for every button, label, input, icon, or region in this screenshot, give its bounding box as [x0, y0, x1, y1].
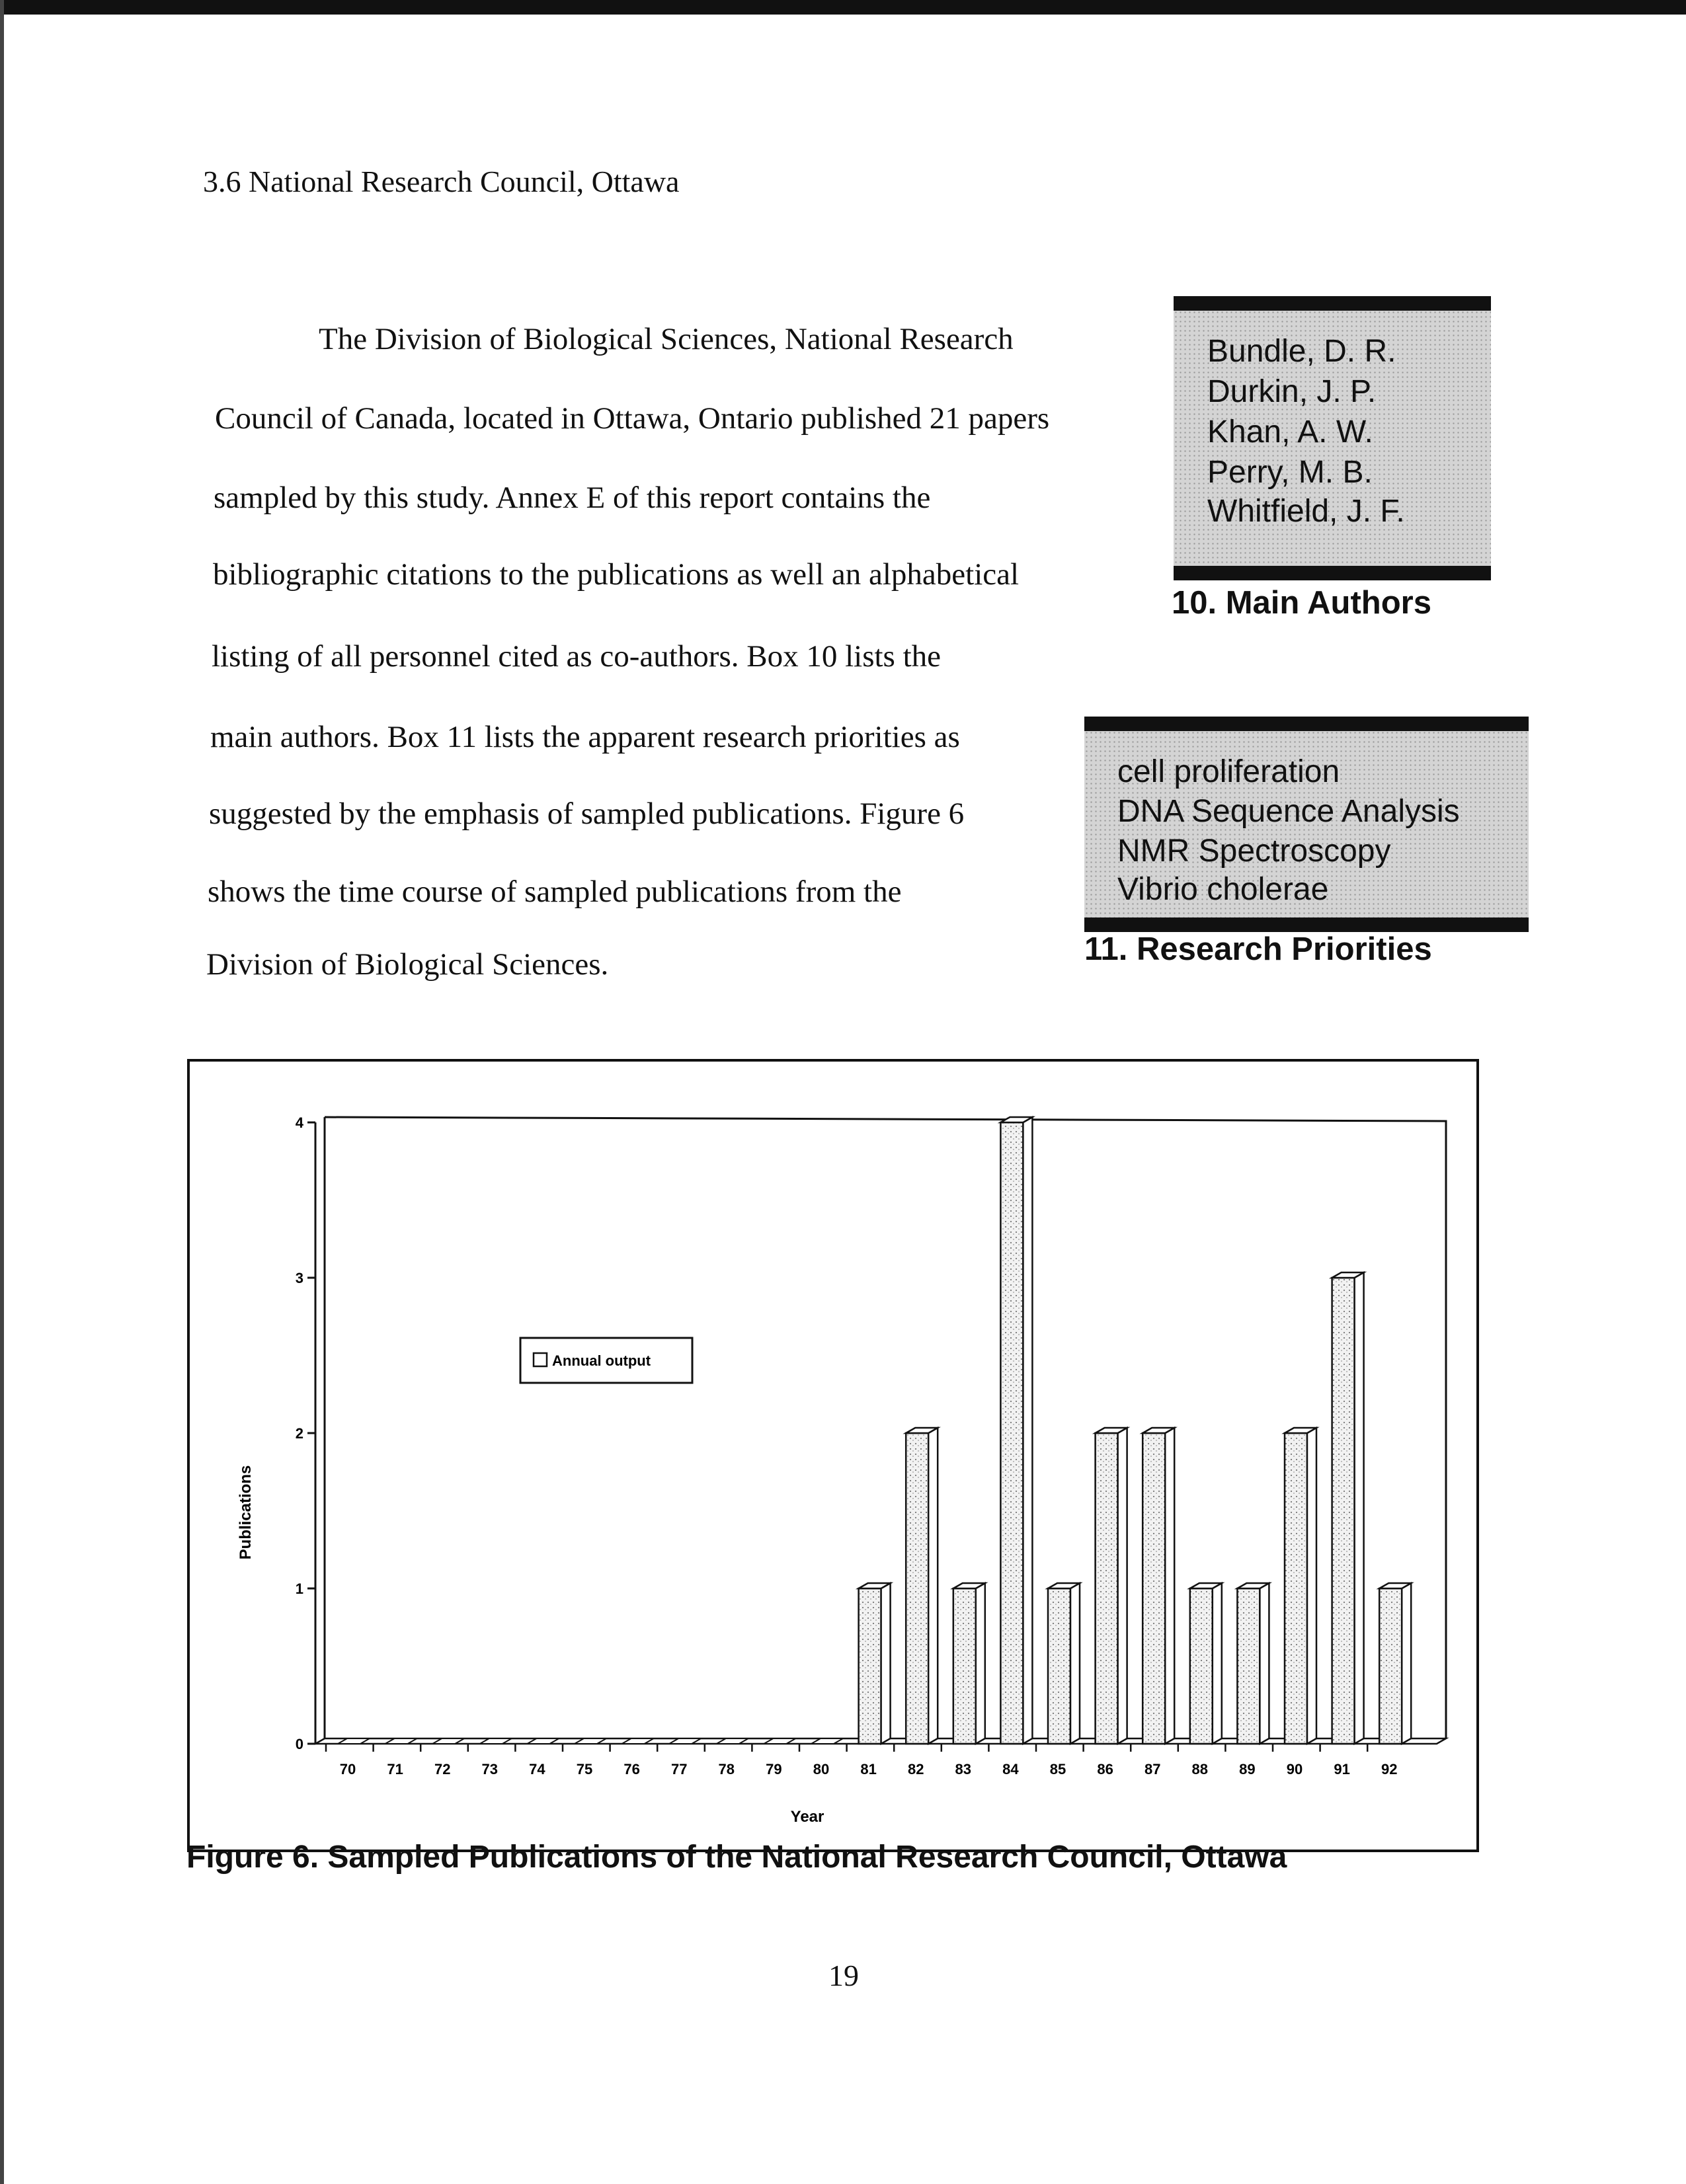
priority-entry: DNA Sequence Analysis: [1117, 794, 1460, 829]
figure-caption: Figure 6. Sampled Publications of the National Research Council, Ottawa: [186, 1840, 1287, 1875]
box10-caption: 10. Main Authors: [1172, 585, 1431, 621]
x-tick-label: 79: [766, 1761, 782, 1777]
x-tick-label: 82: [907, 1761, 924, 1777]
bar: [953, 1588, 976, 1744]
paragraph-line: The Division of Biological Sciences, National Research: [319, 322, 1014, 356]
paragraph-line: Division of Biological Sciences.: [206, 947, 609, 982]
priority-entry: Vibrio cholerae: [1117, 872, 1329, 907]
bar-side: [1307, 1428, 1316, 1744]
x-tick-label: 76: [623, 1761, 640, 1777]
y-axis-label: Publications: [237, 1465, 255, 1560]
box-top-rule: [1084, 717, 1529, 731]
author-entry: Durkin, J. P.: [1207, 374, 1377, 409]
x-tick-label: 74: [529, 1761, 545, 1777]
x-tick-label: 70: [339, 1761, 356, 1777]
priority-entry: cell proliferation: [1117, 754, 1340, 789]
x-tick-label: 78: [718, 1761, 735, 1777]
bar-side: [1070, 1583, 1080, 1744]
bar: [859, 1588, 881, 1744]
scan-left-edge: [0, 0, 4, 2184]
bar: [1000, 1122, 1023, 1744]
bar-side: [881, 1583, 891, 1744]
bar: [906, 1433, 928, 1744]
bar: [1096, 1433, 1118, 1744]
x-tick-label: 90: [1286, 1761, 1303, 1777]
bar-side: [1260, 1583, 1269, 1744]
bar-side: [976, 1583, 985, 1744]
x-tick-label: 75: [576, 1761, 593, 1777]
paragraph-line: suggested by the emphasis of sampled publications. Figure 6: [209, 797, 965, 831]
author-entry: Khan, A. W.: [1207, 414, 1373, 449]
bar: [1237, 1588, 1260, 1744]
bar-side: [928, 1428, 938, 1744]
box-bottom-rule: [1174, 566, 1491, 580]
x-tick-label: 91: [1334, 1761, 1350, 1777]
bar: [1285, 1433, 1307, 1744]
paragraph-line: listing of all personnel cited as co-authors. Box 10 lists the: [212, 639, 942, 674]
y-tick-label: 4: [295, 1114, 303, 1131]
y-tick-label: 0: [295, 1736, 303, 1752]
x-tick-label: 84: [1002, 1761, 1019, 1777]
bar: [1143, 1433, 1165, 1744]
legend: [520, 1338, 692, 1383]
paragraph-line: shows the time course of sampled publications from the: [208, 875, 902, 909]
box-top-rule: [1174, 296, 1491, 311]
x-tick-label: 83: [955, 1761, 972, 1777]
bar: [1379, 1588, 1402, 1744]
x-tick-label: 77: [670, 1761, 688, 1777]
box11-caption: 11. Research Priorities: [1084, 931, 1432, 967]
paragraph-line: bibliographic citations to the publications as well an alphabetical: [213, 557, 1020, 592]
x-tick-label: 85: [1049, 1761, 1066, 1777]
section-title: 3.6 National Research Council, Ottawa: [203, 165, 680, 198]
bar-side: [1213, 1583, 1222, 1744]
author-entry: Whitfield, J. F.: [1207, 494, 1405, 529]
bar: [1332, 1278, 1355, 1744]
x-tick-label: 71: [387, 1761, 403, 1777]
bar-side: [1165, 1428, 1174, 1744]
page-number: 19: [828, 1959, 859, 1992]
paragraph-line: main authors. Box 11 lists the apparent research priorities as: [210, 720, 960, 754]
bar-side: [1402, 1583, 1411, 1744]
x-tick-label: 87: [1144, 1761, 1161, 1777]
scan-top-edge: [0, 0, 1686, 15]
publications-chart: [190, 1062, 1476, 1850]
y-tick-label: 2: [295, 1425, 303, 1442]
box-bottom-rule: [1084, 917, 1529, 932]
x-tick-label: 81: [860, 1761, 877, 1777]
x-tick-label: 86: [1097, 1761, 1113, 1777]
x-axis-label: Year: [790, 1808, 824, 1826]
legend-label: Annual output: [552, 1352, 651, 1369]
x-tick-label: 80: [813, 1761, 830, 1777]
x-tick-label: 89: [1239, 1761, 1256, 1777]
paragraph-line: sampled by this study. Annex E of this report contains the: [214, 481, 931, 515]
y-tick-label: 1: [295, 1580, 303, 1597]
author-entry: Perry, M. B.: [1207, 455, 1373, 490]
priority-entry: NMR Spectroscopy: [1117, 834, 1391, 869]
y-tick-label: 3: [295, 1270, 303, 1286]
bar-side: [1118, 1428, 1127, 1744]
x-tick-label: 92: [1381, 1761, 1398, 1777]
x-tick-label: 72: [434, 1761, 451, 1777]
author-entry: Bundle, D. R.: [1207, 334, 1396, 369]
x-tick-label: 88: [1191, 1761, 1209, 1777]
x-tick-label: 73: [481, 1761, 499, 1777]
paragraph-line: Council of Canada, located in Ottawa, Ontario published 21 papers: [215, 401, 1050, 436]
bar-side: [1355, 1272, 1364, 1744]
bar: [1048, 1588, 1070, 1744]
bar-side: [1023, 1117, 1032, 1744]
bar: [1190, 1588, 1213, 1744]
